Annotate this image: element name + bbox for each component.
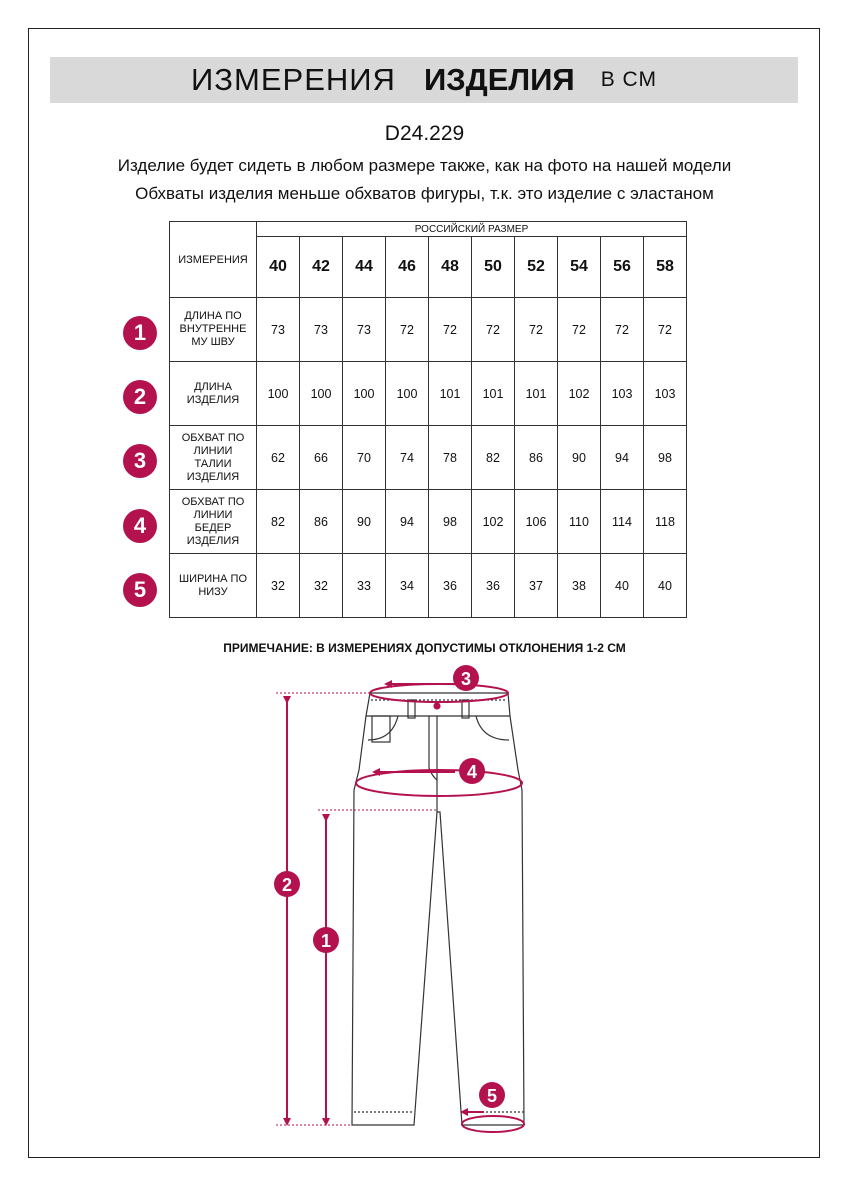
table-cell: 62 [257, 426, 300, 490]
table-cell: 33 [343, 554, 386, 618]
table-cell: 40 [601, 554, 644, 618]
table-cell: 74 [386, 426, 429, 490]
table-cell: 72 [429, 298, 472, 362]
table-cell: 73 [257, 298, 300, 362]
table-cell: 98 [644, 426, 687, 490]
table-cell: 72 [386, 298, 429, 362]
table-cell: 72 [601, 298, 644, 362]
table-cell: 100 [257, 362, 300, 426]
table-cell: 101 [515, 362, 558, 426]
row-label-line: МУ ШВУ [191, 336, 235, 348]
svg-text:2: 2 [281, 875, 293, 895]
table-cell: 36 [429, 554, 472, 618]
size-header: 44 [343, 237, 386, 298]
size-header: 48 [429, 237, 472, 298]
table-cell: 90 [558, 426, 601, 490]
table-cell: 101 [429, 362, 472, 426]
table-cell: 86 [515, 426, 558, 490]
table-cell: 98 [429, 490, 472, 554]
title-bold: ИЗДЕЛИЯ [423, 62, 575, 97]
subtitle-line-1: Изделие будет сидеть в любом размере также, как на фото на нашей модели [117, 156, 732, 175]
table-cell: 100 [300, 362, 343, 426]
table-cell: 82 [257, 490, 300, 554]
hem-measure [462, 1112, 524, 1132]
table-cell: 90 [343, 490, 386, 554]
diagram-marker-4 [459, 758, 485, 784]
row-label-line: ШИРИНА ПО [178, 572, 248, 585]
measure-header: ИЗМЕРЕНИЯ [170, 222, 257, 298]
table-cell: 36 [472, 554, 515, 618]
row-label-line: ЛИНИИ [193, 444, 233, 457]
jeans-outline [352, 693, 524, 1125]
size-header: 46 [386, 237, 429, 298]
table-cell: 82 [472, 426, 515, 490]
subtitle-line-2: Обхваты изделия меньше обхватов фигуры, т.к. это изделие с эластаном [135, 184, 714, 203]
table-cell: 94 [601, 426, 644, 490]
inseam-measure [318, 810, 437, 1122]
table-cell: 38 [558, 554, 601, 618]
table-cell: 72 [472, 298, 515, 362]
size-header: 40 [257, 237, 300, 298]
product-code: D24.229 [384, 122, 465, 145]
size-header: 42 [300, 237, 343, 298]
row-marker-3: 3 [123, 444, 157, 478]
row-marker-1: 1 [123, 316, 157, 350]
row-label-line: ОБХВАТ ПО [181, 495, 245, 508]
size-group-header: РОССИЙСКИЙ РАЗМЕР [257, 222, 687, 237]
row-label-line: ИЗДЕЛИЯ [186, 393, 240, 406]
diagram-marker-3 [453, 665, 479, 691]
table-cell: 101 [472, 362, 515, 426]
table-cell: 114 [601, 490, 644, 554]
tolerance-note: ПРИМЕЧАНИЕ: В ИЗМЕРЕНИЯХ ДОПУСТИМЫ ОТКЛОНЕНИЯ 1-2 СМ [223, 641, 626, 655]
row-label-line: ДЛИНА ПО [184, 310, 242, 322]
row-label-line: ИЗДЕЛИЯ [186, 470, 240, 483]
svg-text:5: 5 [486, 1086, 498, 1106]
length-measure [276, 693, 370, 1125]
table-cell: 32 [300, 554, 343, 618]
table-cell: 118 [644, 490, 687, 554]
row-marker-4: 4 [123, 509, 157, 543]
row-label-line: ОБХВАТ ПО [181, 431, 245, 444]
table-cell: 100 [386, 362, 429, 426]
table-cell: 72 [644, 298, 687, 362]
size-header: 58 [644, 237, 687, 298]
table-cell: 103 [644, 362, 687, 426]
table-cell: 73 [300, 298, 343, 362]
row-label-line: ВНУТРЕННЕ [179, 323, 247, 335]
size-header: 54 [558, 237, 601, 298]
svg-text:4: 4 [466, 762, 478, 782]
diagram-marker-1 [313, 927, 339, 953]
table-cell: 66 [300, 426, 343, 490]
table-cell: 110 [558, 490, 601, 554]
table-cell: 86 [300, 490, 343, 554]
svg-text:3: 3 [460, 669, 472, 689]
table-cell: 102 [472, 490, 515, 554]
diagram-marker-5 [479, 1082, 505, 1108]
row-label-line: ИЗДЕЛИЯ [186, 534, 240, 547]
size-header: 50 [472, 237, 515, 298]
table-cell: 100 [343, 362, 386, 426]
table-cell: 32 [257, 554, 300, 618]
row-label-line: ЛИНИИ [193, 508, 233, 521]
table-cell: 73 [343, 298, 386, 362]
diagram-marker-2 [274, 871, 300, 897]
table-cell: 94 [386, 490, 429, 554]
table-cell: 34 [386, 554, 429, 618]
row-label-line: ТАЛИИ [194, 457, 232, 470]
table-cell: 102 [558, 362, 601, 426]
svg-text:1: 1 [320, 931, 332, 951]
row-marker-5: 5 [123, 573, 157, 607]
row-label-line: НИЗУ [198, 585, 228, 598]
table-cell: 70 [343, 426, 386, 490]
row-label-line: ДЛИНА [194, 380, 232, 393]
table-cell: 72 [515, 298, 558, 362]
title-units: В СМ [600, 68, 657, 91]
table-cell: 106 [515, 490, 558, 554]
table-cell: 40 [644, 554, 687, 618]
title-regular: ИЗМЕРЕНИЯ [191, 62, 396, 97]
size-header: 56 [601, 237, 644, 298]
row-marker-2: 2 [123, 380, 157, 414]
table-cell: 78 [429, 426, 472, 490]
size-header: 52 [515, 237, 558, 298]
row-label-line: БЕДЕР [194, 521, 232, 534]
table-cell: 103 [601, 362, 644, 426]
table-cell: 72 [558, 298, 601, 362]
table-cell: 37 [515, 554, 558, 618]
hip-measure [356, 770, 522, 796]
